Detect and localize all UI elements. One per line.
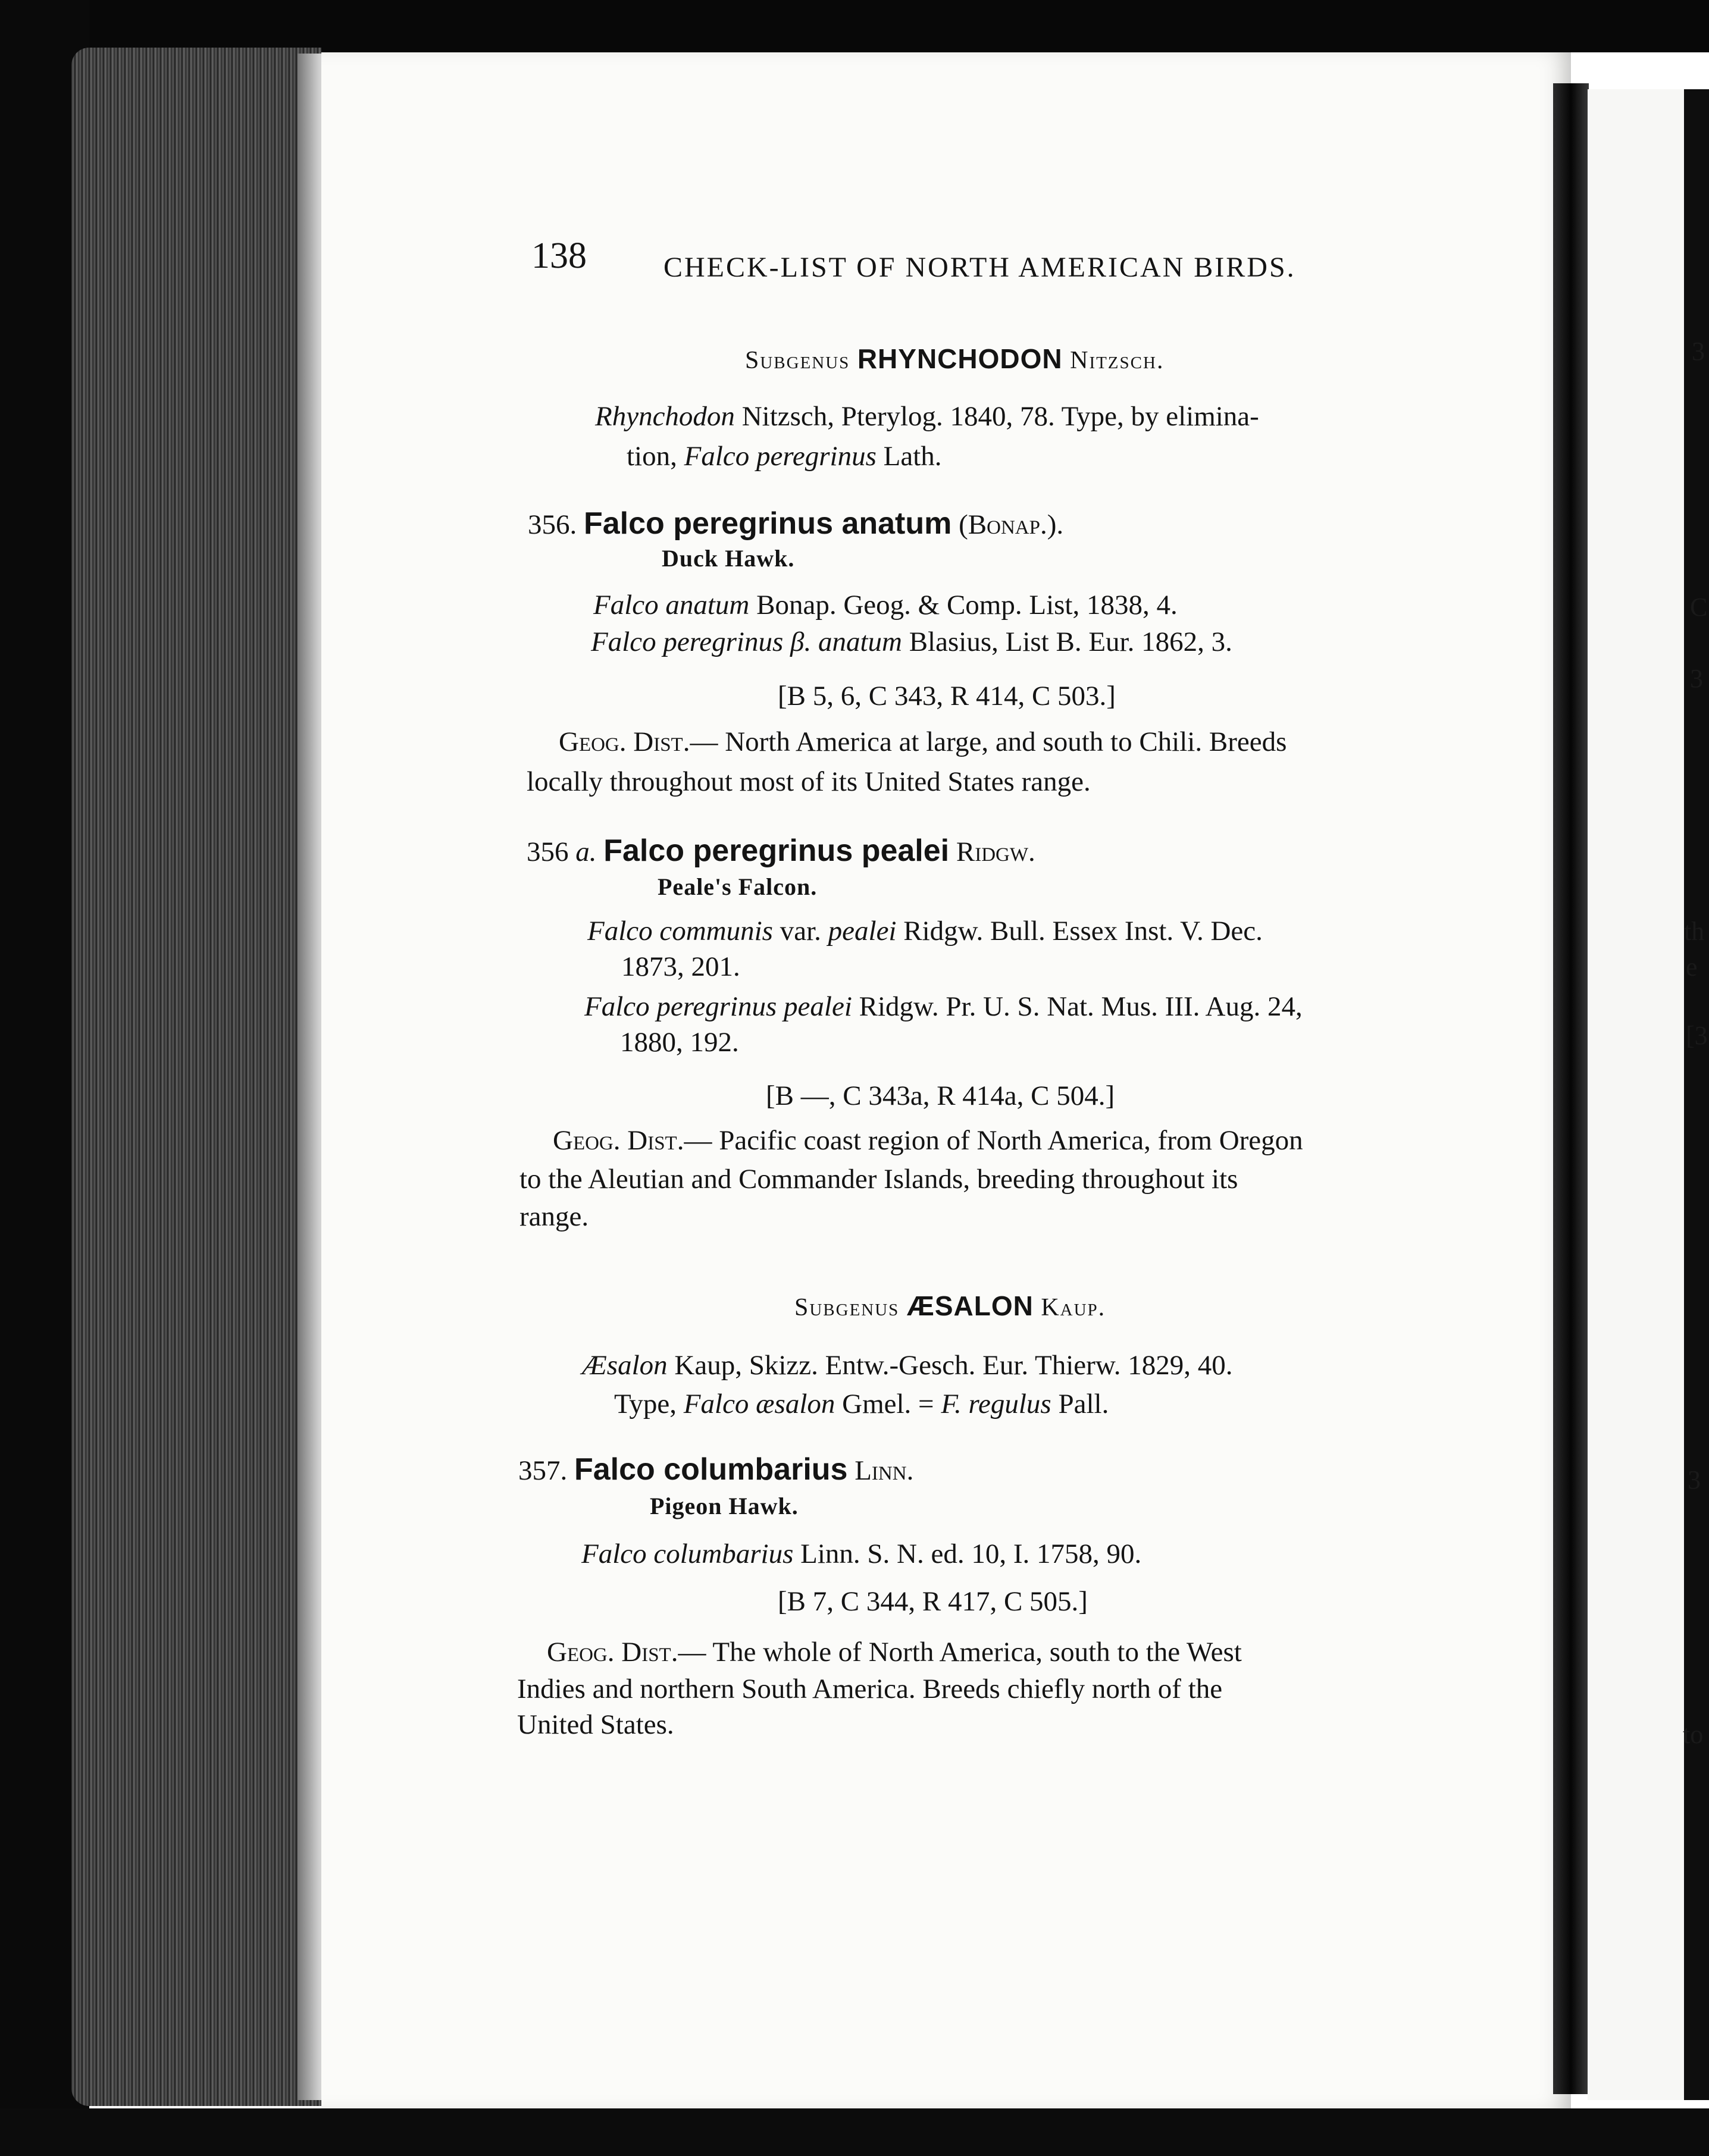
distribution-text: — North America at large, and south to Chili. Breeds: [690, 726, 1287, 757]
synonym-name: Falco communis: [587, 916, 773, 947]
distribution-text: — The whole of North America, south to the West: [678, 1637, 1242, 1668]
distribution-label: Geog. Dist.: [547, 1637, 678, 1668]
species-name: Falco columbarius: [574, 1452, 848, 1487]
facing-page-fragment: [3: [1686, 1021, 1708, 1050]
facing-page-fragment: 3: [1688, 1465, 1701, 1494]
subgenus-label: Subgenus: [745, 347, 850, 374]
synonym-name: Falco columbarius: [581, 1538, 794, 1569]
distribution-line: [553, 1124, 1303, 1157]
facing-page-fragment: th: [1684, 917, 1705, 946]
reference-text: Kaup, Skizz. Entw.-Gesch. Eur. Thierw. 1829, 40.: [667, 1350, 1233, 1381]
type-author: Lath.: [876, 441, 942, 472]
synonym-name: Falco peregrinus β. anatum: [591, 626, 902, 657]
reference-numbers: [B —, C 343a, R 414a, C 504.]: [766, 1080, 1115, 1111]
distribution-line: range.: [519, 1201, 589, 1232]
subgenus-heading: [745, 343, 1164, 375]
type-prefix: tion,: [627, 441, 684, 472]
distribution-line: United States.: [517, 1709, 674, 1740]
subgenus-heading: [794, 1290, 1106, 1322]
species-heading: [527, 833, 1035, 869]
common-name: Pigeon Hawk.: [650, 1493, 799, 1519]
type-prefix: Type,: [614, 1389, 684, 1419]
distribution-line: to the Aleutian and Commander Islands, breeding throughout its: [519, 1164, 1238, 1195]
type-species: Falco peregrinus: [684, 441, 877, 472]
reference-text: Nitzsch, Pterylog. 1840, 78. Type, by elimina-: [734, 401, 1259, 432]
subgenus-name: RHYNCHODON: [857, 343, 1063, 374]
distribution-line: Indies and northern South America. Breeds chiefly north of the: [517, 1674, 1223, 1704]
synonym-line: [591, 626, 1232, 658]
synonym-continuation: 1873, 201.: [621, 951, 740, 982]
reference-numbers: [B 5, 6, C 343, R 414, C 503.]: [778, 681, 1116, 712]
synonym-name: Falco peregrinus pealei: [584, 991, 852, 1022]
scan-border-top: [0, 0, 1709, 52]
species-number: 356: [527, 836, 569, 867]
subgenus-type: [627, 440, 942, 472]
subgenus-author: Kaup.: [1041, 1294, 1106, 1321]
subgenus-reference: [595, 400, 1259, 433]
book-gutter: [1553, 83, 1589, 2094]
synonym-continuation: 1880, 192.: [620, 1027, 739, 1058]
synonym-mid: var.: [772, 916, 828, 947]
synonym-citation: Linn. S. N. ed. 10, I. 1758, 90.: [793, 1538, 1142, 1569]
species-author: Ridgw.: [956, 836, 1035, 867]
book-page-edges: [71, 48, 321, 2106]
subgenus-name: ÆSALON: [906, 1290, 1034, 1321]
distribution-text: — Pacific coast region of North America, from Oregon: [684, 1125, 1303, 1156]
synonym-name: Falco anatum: [593, 590, 750, 621]
scan-border-right: [1684, 89, 1709, 2100]
species-author: (Bonap.).: [959, 509, 1064, 540]
common-name: Duck Hawk.: [662, 545, 795, 572]
synonym-line: [584, 991, 1303, 1023]
reference-numbers: [B 7, C 344, R 417, C 505.]: [778, 1586, 1088, 1617]
distribution-line: [559, 726, 1287, 758]
facing-page-fragment: to: [1683, 1720, 1704, 1749]
synonym-line: [581, 1538, 1141, 1570]
species-number: 356.: [528, 509, 577, 540]
page-number: 138: [531, 236, 587, 276]
species-heading: [528, 506, 1063, 541]
synonym-citation: Ridgw. Bull. Essex Inst. V. Dec.: [896, 916, 1263, 947]
species-heading: [518, 1452, 913, 1487]
subgenus-author: Nitzsch.: [1070, 347, 1165, 374]
facing-page-fragment: e: [1686, 952, 1698, 982]
subgenus-label: Subgenus: [794, 1294, 900, 1321]
common-name: Peale's Falcon.: [658, 873, 818, 900]
genus-name: Rhynchodon: [595, 401, 735, 432]
facing-page-fragment: C: [1690, 593, 1708, 622]
type-synonym: F. regulus: [941, 1389, 1051, 1419]
distribution-label: Geog. Dist.: [559, 726, 690, 757]
species-number: 357.: [518, 1455, 568, 1486]
synonym-citation: Bonap. Geog. & Comp. List, 1838, 4.: [749, 590, 1178, 621]
type-synonym-author: Pall.: [1051, 1389, 1109, 1419]
species-author: Linn.: [854, 1455, 914, 1486]
synonym-citation: Ridgw. Pr. U. S. Nat. Mus. III. Aug. 24,: [852, 991, 1303, 1022]
subgenus-type: [614, 1388, 1109, 1420]
distribution-label: Geog. Dist.: [553, 1125, 684, 1156]
synonym-line: [587, 915, 1263, 947]
synonym-line: [593, 589, 1178, 621]
species-letter: a.: [575, 836, 597, 867]
facing-page-fragment: 3: [1692, 337, 1705, 366]
running-title: CHECK-LIST OF NORTH AMERICAN BIRDS.: [663, 252, 1296, 283]
synonym-subname: pealei: [828, 916, 897, 947]
subgenus-reference: [582, 1349, 1232, 1381]
genus-name: Æsalon: [582, 1350, 668, 1381]
type-author: Gmel. =: [835, 1389, 941, 1419]
distribution-line: locally throughout most of its United States range.: [527, 766, 1091, 797]
scan-border-bottom: [0, 2108, 1709, 2156]
type-species: Falco æsalon: [683, 1389, 835, 1419]
species-name: Falco peregrinus anatum: [584, 506, 952, 541]
species-name: Falco peregrinus pealei: [603, 833, 950, 868]
synonym-citation: Blasius, List B. Eur. 1862, 3.: [902, 626, 1232, 657]
facing-page-fragment: 3: [1690, 664, 1703, 693]
distribution-line: [547, 1636, 1242, 1668]
